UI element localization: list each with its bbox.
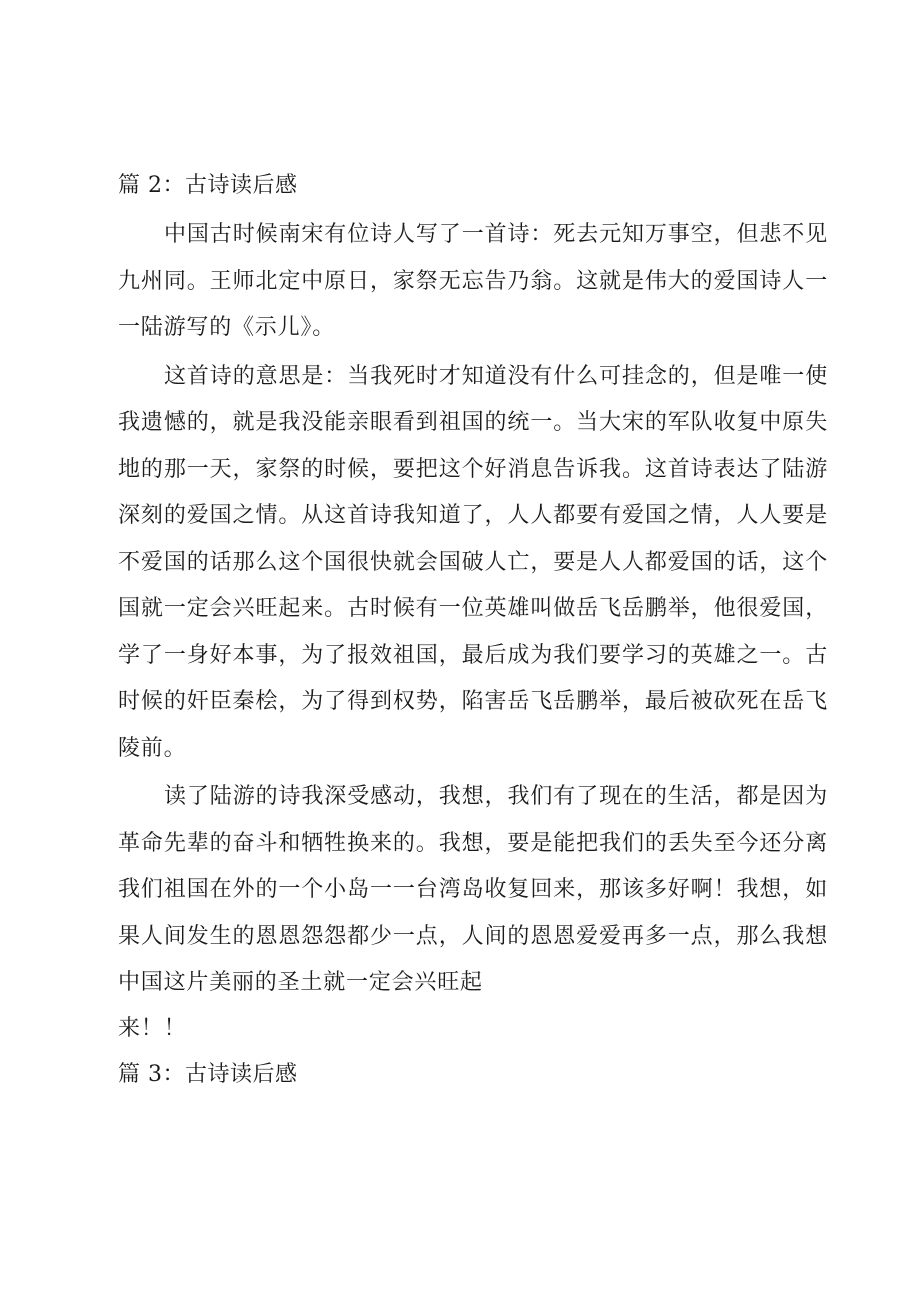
section-2-title: 篇 2：古诗读后感 — [118, 173, 298, 198]
paragraph-3-continuation: 来！！ — [118, 1015, 187, 1041]
document-page — [118, 164, 828, 1097]
paragraph-1: 中国古时候南宋有位诗人写了一首诗：死去元知万事空，但悲不见九州同。王师北定中原日，家祭无忘告乃翁。这就是伟大的爱国诗人一一陆游写的《示儿》。 — [118, 222, 828, 340]
paragraph-3: 读了陆游的诗我深受感动，我想，我们有了现在的生活，都是因为革命先辈的奋斗和牺牲换来的。我想，要是能把我们的丢失至今还分离我们祖国在外的一个小岛一一台湾岛收复回来，那该多好啊！我想，如果人间发生的恩恩怨怨都少一点，人间的恩恩爱爱再多一点，那么我想中国这片美丽的圣土就一定会兴旺起 — [118, 784, 828, 995]
section-3-title: 篇 3：古诗读后感 — [118, 1061, 298, 1087]
paragraph-2: 这首诗的意思是：当我死时才知道没有什么可挂念的，但是唯一使我遗憾的，就是我没能亲眼看到祖国的统一。当大宋的军队收复中原失地的那一天，家祭的时候，要把这个好消息告诉我。这首诗表达了陆游深刻的爱国之情。从这首诗我知道了，人人都要有爱国之情，人人要是不爱国的话那么这个国很快就会国破人亡，要是人人都爱国的话，这个国就一定会兴旺起来。古时候有一位英雄叫做岳飞岳鹏举，他很爱国，学了一身好本事，为了报效祖国，最后成为我们要学习的英雄之一。古时候的奸臣秦桧，为了得到权势，陷害岳飞岳鹏举，最后被砍死在岳飞陵前。 — [118, 363, 828, 761]
